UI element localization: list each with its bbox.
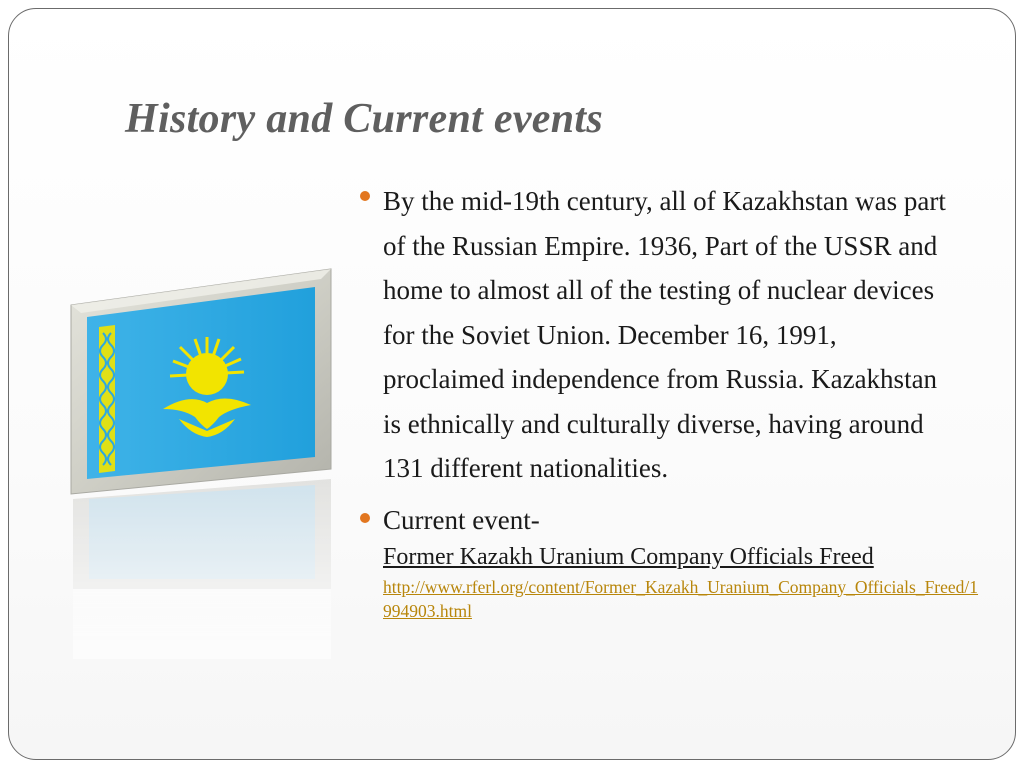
- news-article-link[interactable]: Former Kazakh Uranium Company Officials Freed: [383, 543, 874, 570]
- bullet-current-event-label: Current event-: [383, 504, 540, 535]
- news-article-url[interactable]: http://www.rferl.org/content/Former_Kazakh_Uranium_Company_Officials_Freed/1994903.html: [383, 576, 979, 621]
- bullet-current-event: [357, 504, 979, 623]
- bullet-dot-icon: [360, 513, 370, 523]
- slide-frame: [8, 8, 1016, 760]
- kazakhstan-flag-picture: [59, 259, 349, 659]
- bullet-list: [357, 179, 979, 623]
- bullet-dot-icon: [360, 191, 370, 201]
- slide-title: History and Current events: [125, 96, 604, 142]
- bullet-history: [357, 179, 957, 491]
- bullet-history-text: By the mid-19th century, all of Kazakhstan was part of the Russian Empire. 1936, Part of the USSR and home to almost all of the testing of nuclear devices for the Soviet Union. December 16, 1991, proclaimed independence from Russia. Kazakhstan is ethnically and culturally diverse, having around 131 different nationalities.: [383, 186, 946, 483]
